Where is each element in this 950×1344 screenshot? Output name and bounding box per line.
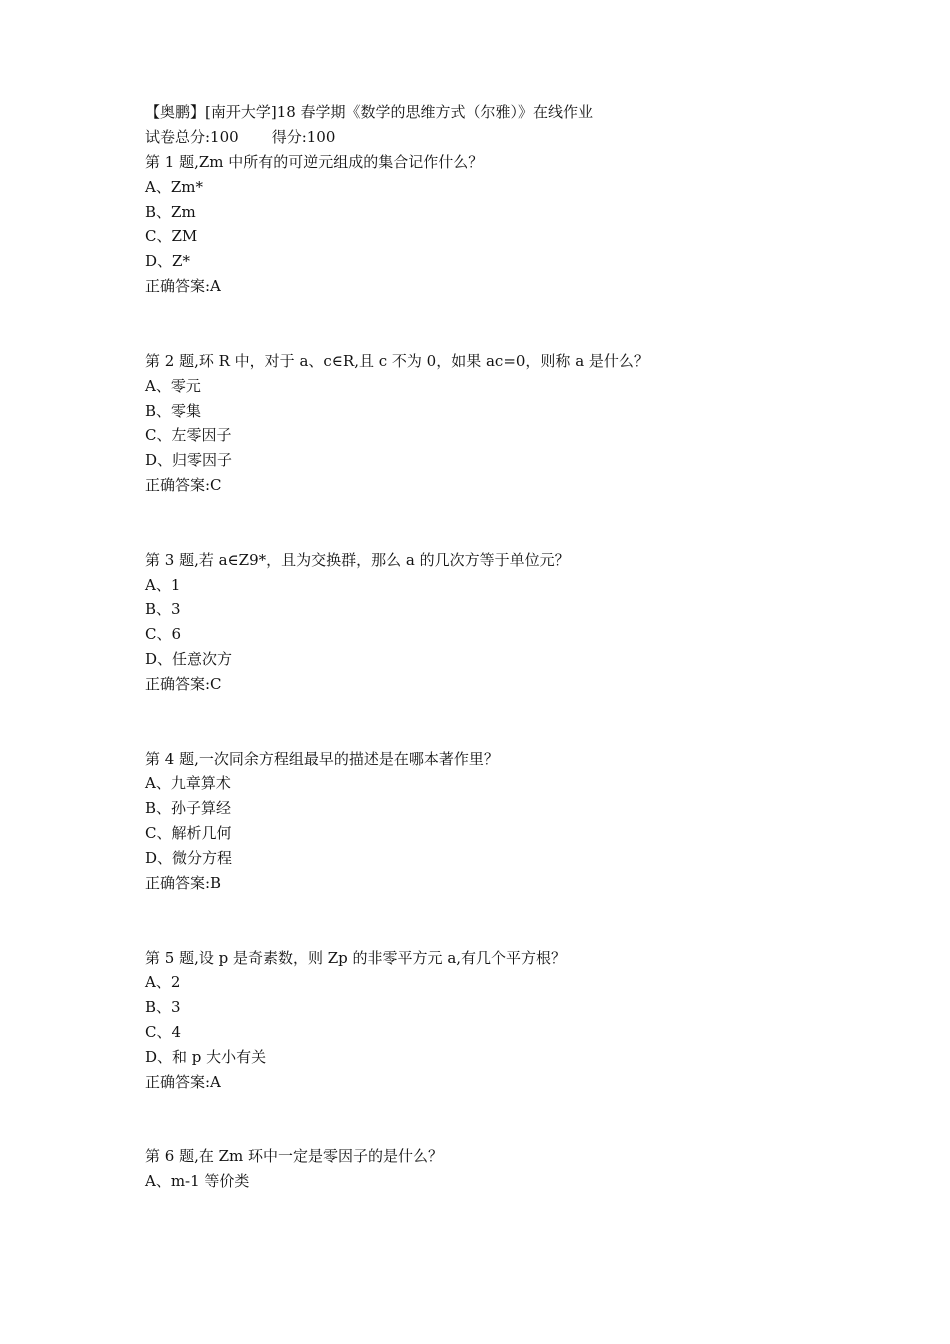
option-d: D、微分方程 — [145, 849, 233, 868]
question-text: 第 5 题,设 p 是奇素数，则 Zp 的非零平方元 a,有几个平方根？ — [145, 948, 567, 967]
option-b: B、3 — [145, 600, 181, 619]
option-b: B、Zm — [145, 202, 196, 221]
correct-answer: 正确答案:C — [145, 476, 222, 495]
question-2 — [145, 349, 865, 498]
correct-answer: 正确答案:A — [145, 277, 221, 296]
option-a: A、2 — [145, 973, 181, 992]
question-4 — [145, 747, 865, 896]
correct-answer: 正确答案:B — [145, 874, 222, 893]
question-3 — [145, 548, 865, 697]
total-score: 试卷总分:100 — [145, 127, 239, 146]
option-c: C、解析几何 — [145, 824, 232, 843]
question-text: 第 6 题,在 Zm 环中一定是零因子的是什么？ — [145, 1147, 444, 1166]
option-a: A、1 — [145, 575, 181, 594]
option-b: B、孙子算经 — [145, 799, 232, 818]
option-d: D、归零因子 — [145, 451, 233, 470]
option-c: C、左零因子 — [145, 426, 232, 445]
option-a: A、Zm* — [145, 177, 203, 196]
question-1 — [145, 150, 865, 299]
option-c: C、ZM — [145, 227, 198, 246]
correct-answer: 正确答案:A — [145, 1072, 221, 1091]
question-text: 第 2 题,环 R 中，对于 a、c∈R,且 c 不为 0，如果 ac=0，则称 a 是什么？ — [145, 351, 649, 370]
question-6 — [145, 1144, 865, 1194]
question-5 — [145, 946, 865, 1095]
option-d: D、Z* — [145, 252, 190, 271]
obtained-score: 得分:100 — [271, 127, 336, 146]
option-a: A、m-1 等价类 — [145, 1172, 250, 1191]
option-b: B、3 — [145, 998, 181, 1017]
option-d: D、任意次方 — [145, 650, 233, 669]
option-c: C、6 — [145, 625, 182, 644]
option-b: B、零集 — [145, 401, 202, 420]
option-c: C、4 — [145, 1023, 182, 1042]
question-text: 第 1 题,Zm 中所有的可逆元组成的集合记作什么？ — [145, 152, 484, 171]
option-a: A、零元 — [145, 376, 201, 395]
option-a: A、九章算术 — [145, 774, 231, 793]
correct-answer: 正确答案:C — [145, 675, 222, 694]
score-line — [145, 125, 865, 150]
document-page — [145, 100, 865, 1244]
question-text: 第 3 题,若 a∈Z9*，且为交换群，那么 a 的几次方等于单位元？ — [145, 550, 570, 569]
question-text: 第 4 题,一次同余方程组最早的描述是在哪本著作里？ — [145, 749, 499, 768]
option-d: D、和 p 大小有关 — [145, 1048, 267, 1067]
document-title: 【奥鹏】[南开大学]18 春学期《数学的思维方式（尔雅）》在线作业 — [145, 103, 594, 121]
